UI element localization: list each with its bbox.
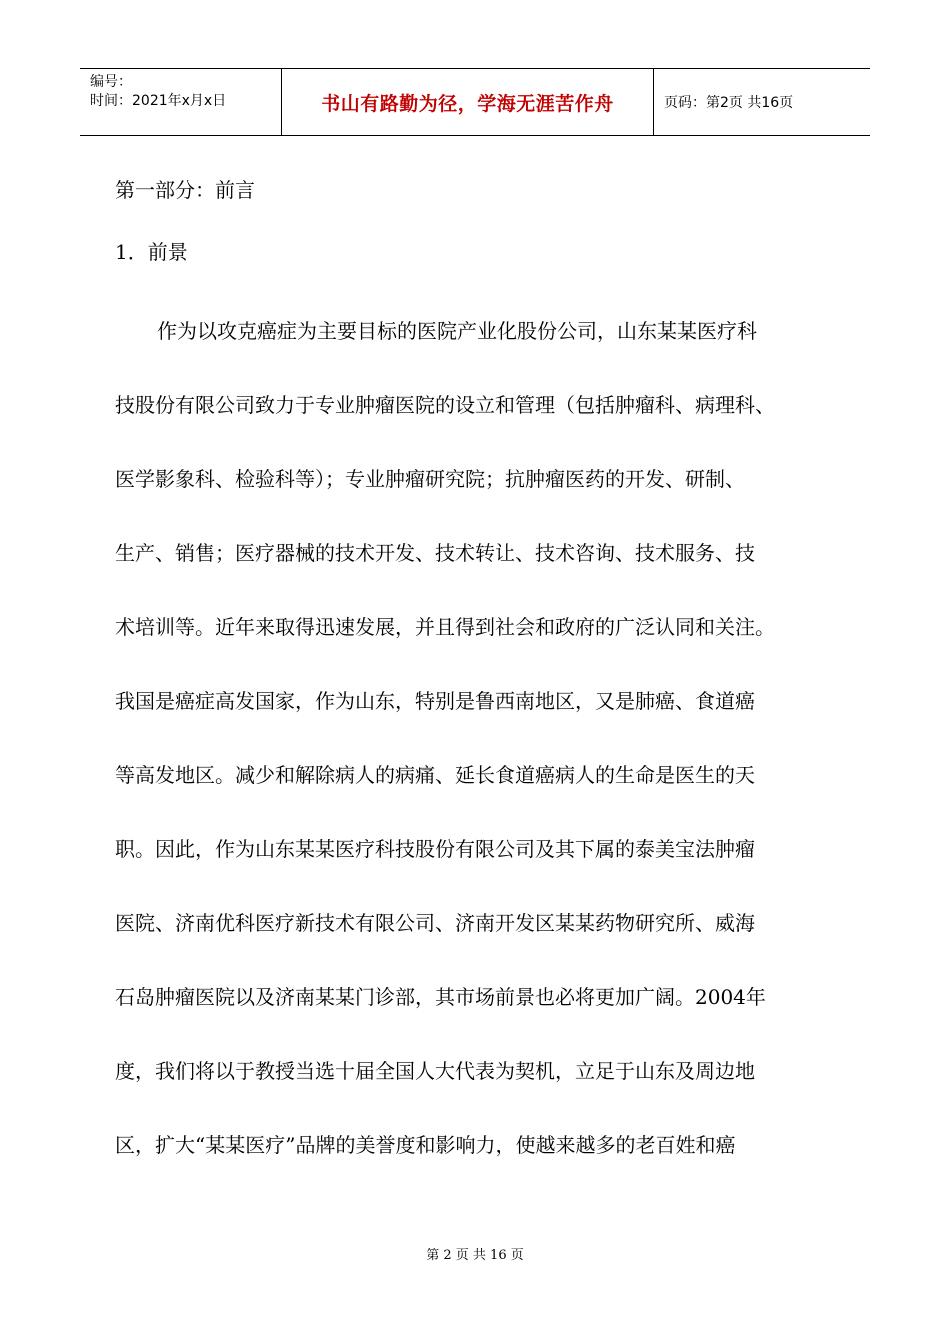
paragraph-line: 度，我们将以于教授当选十届全国人大代表为契机，立足于山东及周边地 <box>115 1059 755 1083</box>
paragraph-line: 术培训等。近年来取得迅速发展，并且得到社会和政府的广泛认同和关注。 <box>115 615 775 639</box>
document-body <box>115 170 855 1182</box>
paragraph-line: 作为以攻克癌症为主要目标的医院产业化股份公司，山东某某医疗科 <box>157 319 757 343</box>
document-header <box>80 68 870 136</box>
section-title: 1．前景 <box>115 240 188 264</box>
document-time-label: 时间：2021年x月x日 <box>90 93 227 109</box>
paragraph-line: 技股份有限公司致力于专业肿瘤医院的设立和管理（包括肿瘤科、病理科、 <box>115 393 775 417</box>
page-footer: 第 2 页 共 16 页 <box>426 1248 524 1263</box>
paragraph-line: 我国是癌症高发国家，作为山东，特别是鲁西南地区，又是肺癌、食道癌 <box>115 689 755 713</box>
paragraph-line: 医学影象科、检验科等）；专业肿瘤研究院；抗肿瘤医药的开发、研制、 <box>115 467 745 491</box>
paragraph-line: 职。因此，作为山东某某医疗科技股份有限公司及其下属的泰美宝法肿瘤 <box>115 837 755 861</box>
paragraph-line: 区，扩大“某某医疗”品牌的美誉度和影响力，使越来越多的老百姓和癌 <box>115 1133 736 1157</box>
header-motto: 书山有路勤为径，学海无涯苦作舟 <box>282 69 654 135</box>
document-number-label: 编号： <box>90 74 132 90</box>
body-paragraph <box>115 294 855 1182</box>
paragraph-line: 生产、销售；医疗器械的技术开发、技术转让、技术咨询、技术服务、技 <box>115 541 755 565</box>
paragraph-line: 医院、济南优科医疗新技术有限公司、济南开发区某某药物研究所、威海 <box>115 911 755 935</box>
header-page-info: 页码：第2页 共16页 <box>664 95 794 111</box>
paragraph-line: 石岛肿瘤医院以及济南某某门诊部，其市场前景也必将更加广阔。2004年 <box>115 985 766 1009</box>
part-title: 第一部分：前言 <box>115 178 255 202</box>
header-meta <box>80 69 282 135</box>
paragraph-line: 等高发地区。减少和解除病人的病痛、延长食道癌病人的生命是医生的天 <box>115 763 755 787</box>
